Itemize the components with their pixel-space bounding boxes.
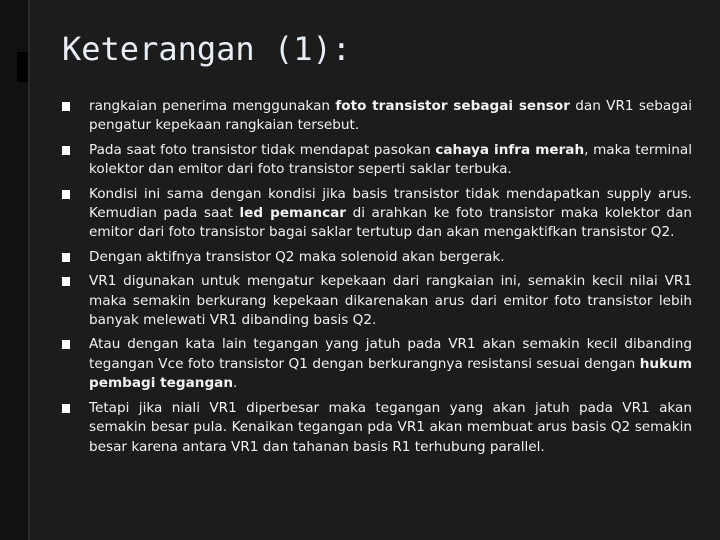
text-segment: Atau dengan kata lain tegangan yang jatuh pada VR1 akan semakin kecil dibanding tegangan Vce foto transistor Q1 dengan berkurangnya resistansi sesuai dengan (89, 336, 692, 372)
text-segment: , maka terminal kolektor dan emitor dari foto transistor seperti saklar terbuka. (89, 141, 692, 178)
square-bullet-icon (62, 403, 71, 414)
bold-term: foto transistor sebagai sensor (335, 98, 570, 114)
text-segment: di arahkan ke foto transistor maka kolektor dan emitor dari foto transistor bagai saklar tertutup dan akan mengaktifkan transistor Q2. (89, 205, 693, 241)
text-segment: dan VR1 sebagai pengatur kepekaan rangkaian tersebut. (89, 98, 692, 134)
square-bullet-icon (62, 276, 71, 287)
bullet-text (89, 98, 692, 133)
bullet-item (62, 399, 692, 457)
bullet-item (62, 141, 692, 180)
text-segment: Tetapi jika niali VR1 diperbesar maka tegangan yang akan jatuh pada VR1 akan semakin besar pula. Kenaikan tegangan pda VR1 akan membuat arus basis Q2 semakin besar karena antara VR1 dan tahanan basis R1 terhubung parallel. (89, 399, 692, 455)
square-bullet-icon (62, 252, 71, 263)
bullet-text (89, 142, 692, 177)
bold-term: led pemancar (239, 205, 347, 222)
text-segment: Dengan aktifnya transistor Q2 maka solenoid akan bergerak. (89, 248, 505, 265)
vertical-rule (28, 0, 30, 540)
bullet-item (62, 97, 692, 136)
bullet-item (62, 248, 692, 267)
text-segment: rangkaian penerima menggunakan (89, 98, 336, 114)
bullet-text (89, 249, 505, 265)
text-segment: . (233, 375, 238, 392)
text-segment: Kondisi ini sama dengan kondisi jika basis transistor tidak mendapatkan supply arus. Kemudian pada saat (89, 185, 692, 222)
bold-term: cahaya infra merah (435, 141, 585, 158)
text-segment: VR1 digunakan untuk mengatur kepekaan dari rangkaian ini, semakin kecil nilai VR1 maka semakin berkurang kepekaan dikarenakan arus dari emitor foto transistor lebih banyak melewati VR1 dibanding basis Q2. (89, 273, 692, 329)
bullet-item (62, 185, 692, 243)
text-segment: Pada saat foto transistor tidak mendapat pasokan (89, 141, 436, 158)
bold-term: hukum pembagi tegangan (89, 355, 692, 392)
bullet-text (89, 336, 692, 391)
square-bullet-icon (62, 145, 71, 156)
square-bullet-icon (62, 189, 71, 200)
square-bullet-icon (62, 101, 71, 112)
square-bullet-icon (62, 339, 71, 350)
bullet-item (62, 272, 692, 330)
bullet-text (89, 186, 692, 241)
title-marker-bar (17, 52, 28, 82)
bullet-text (89, 273, 692, 328)
bullet-text (89, 400, 692, 455)
bullet-list (62, 97, 692, 462)
slide-title: Keterangan (1): (62, 30, 351, 68)
bullet-item (62, 335, 692, 393)
